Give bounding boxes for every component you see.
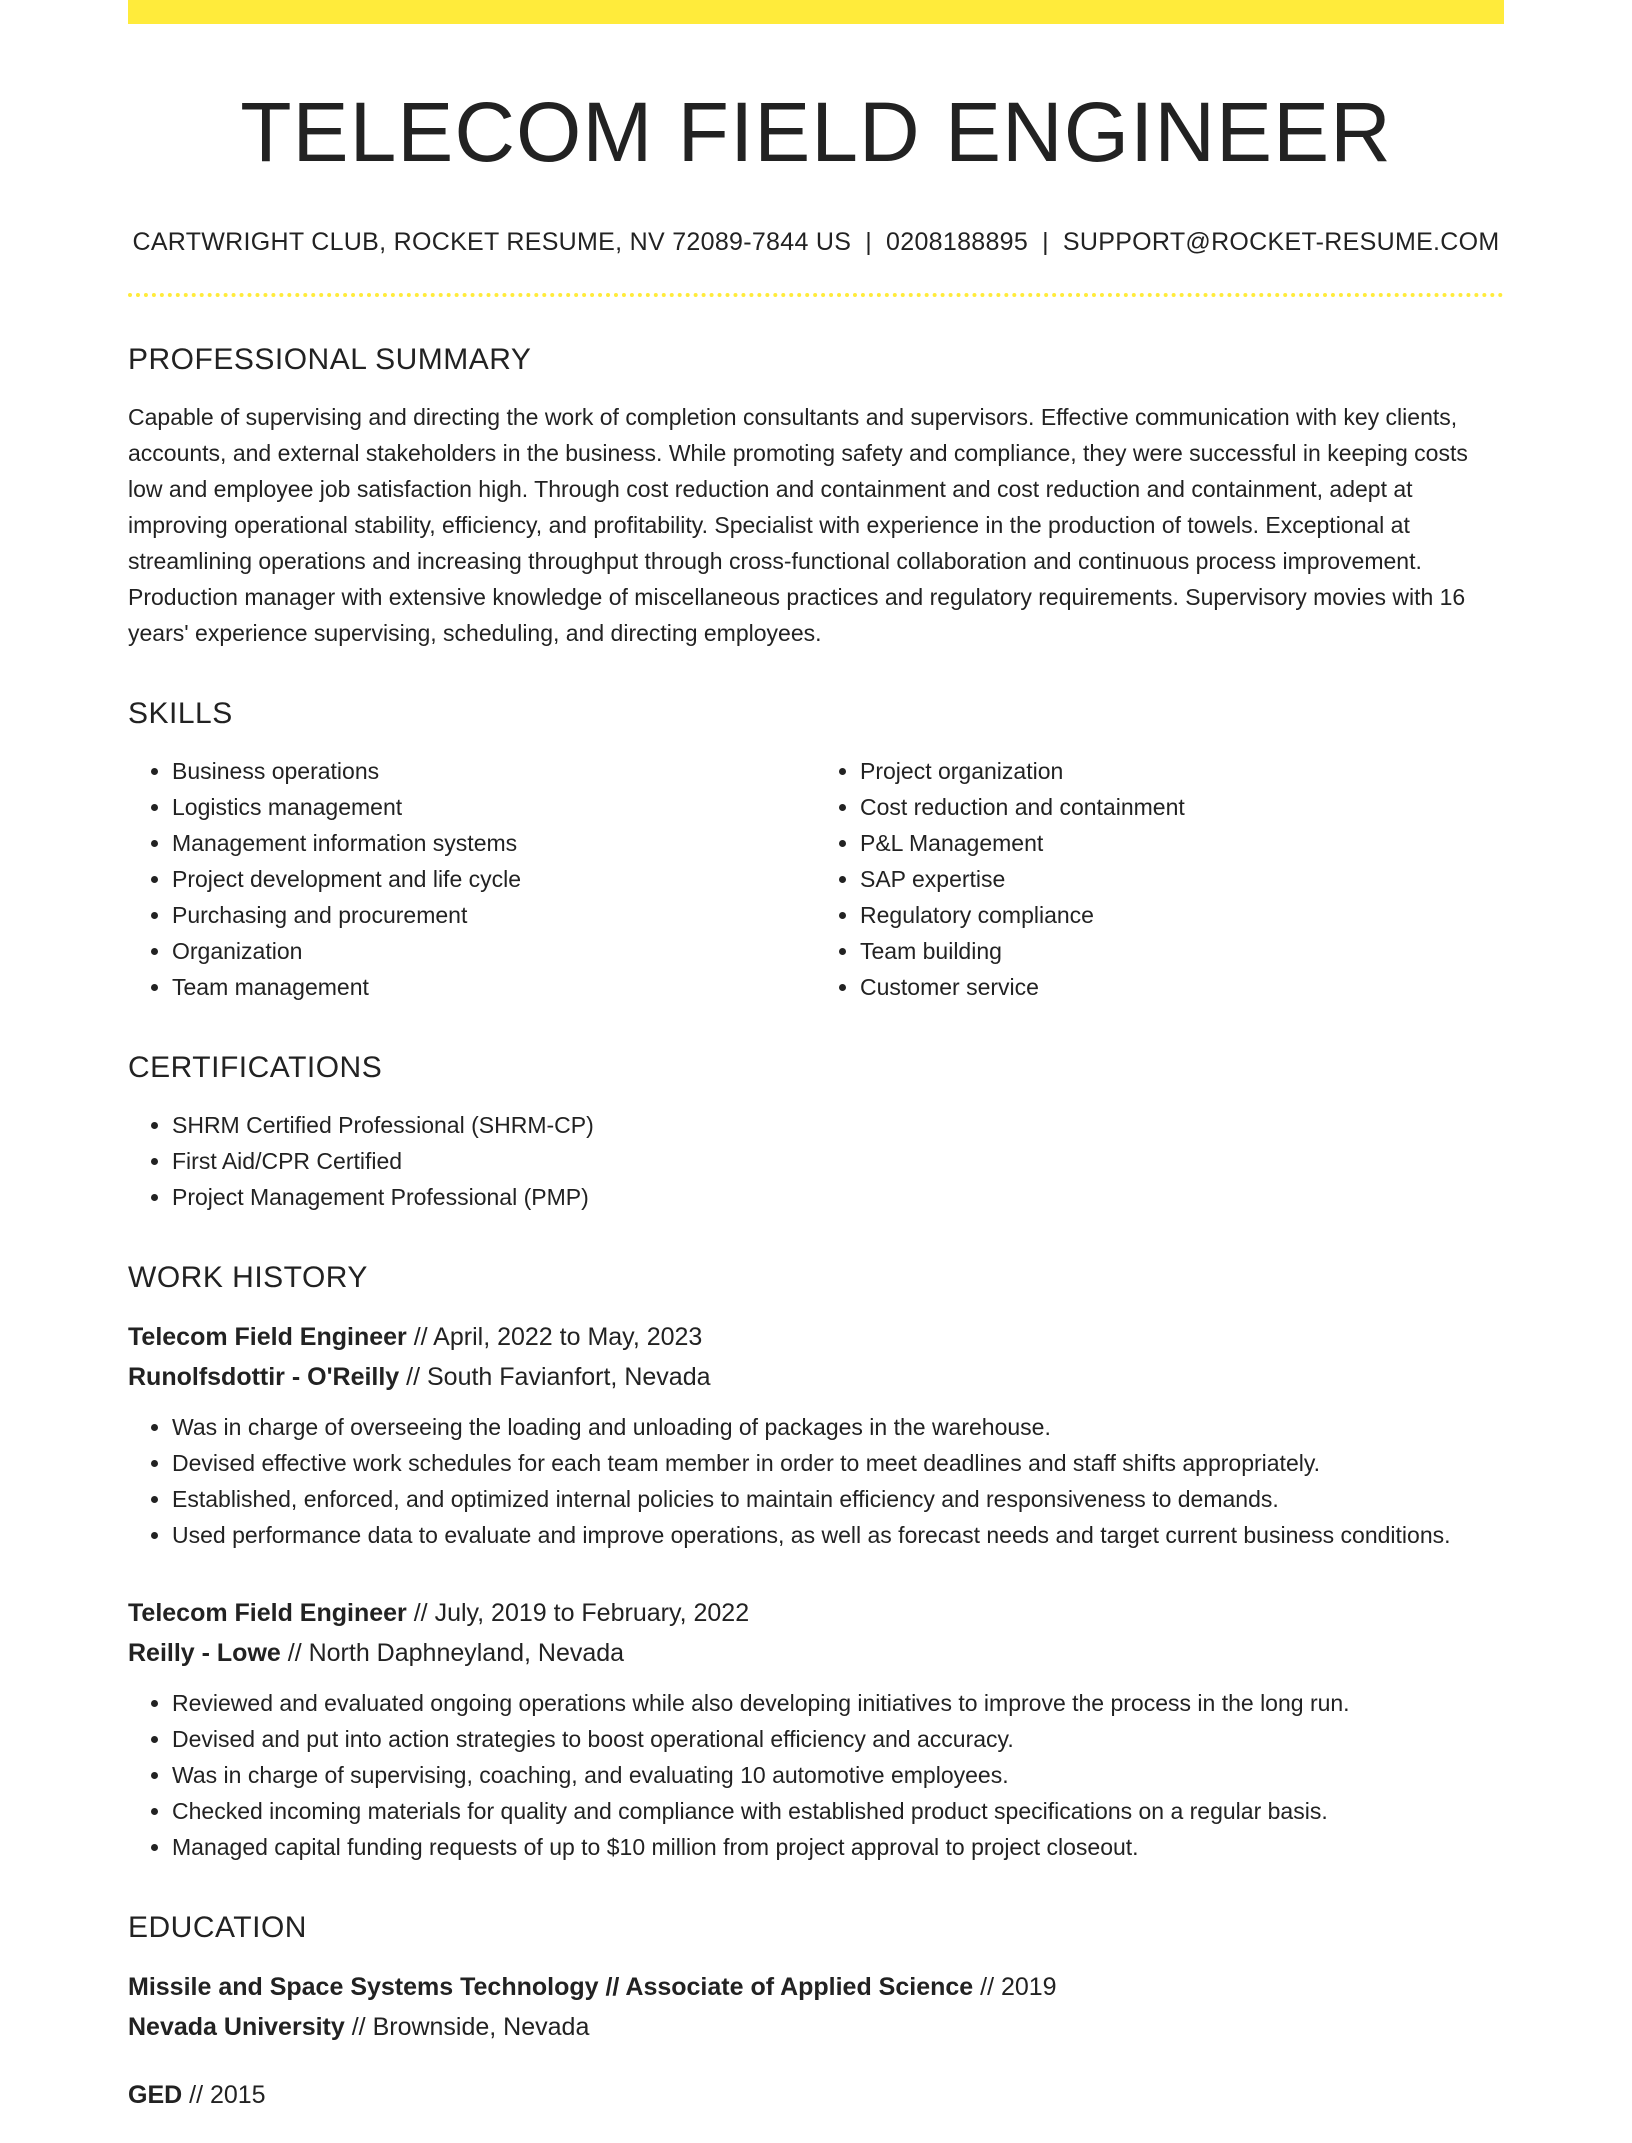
contact-separator: | [865, 228, 873, 257]
skills-heading: SKILLS [128, 697, 233, 731]
job-company-line [128, 1633, 1504, 1673]
job-company: Reilly - Lowe [128, 1639, 281, 1668]
job-bullet: • Reviewed and evaluated ongoing operations while also developing initiatives to improve the process in the long run. [172, 1685, 1504, 1721]
education-degree: GED [128, 2081, 183, 2110]
job-location: // South Favianfort, Nevada [399, 1363, 711, 1392]
contact-email: SUPPORT@ROCKET-RESUME.COM [1062, 228, 1500, 257]
certification-item: • First Aid/CPR Certified [172, 1143, 1504, 1179]
job-bullet: • Was in charge of supervising, coaching, and evaluating 10 automotive employees. [172, 1757, 1504, 1793]
job-bullet: • Devised and put into action strategies to boost operational efficiency and accuracy. [172, 1721, 1504, 1757]
skill-item: • Regulatory compliance [860, 897, 1504, 933]
skills-grid [128, 753, 1504, 1005]
skill-item: • SAP expertise [860, 861, 1504, 897]
skills-list-left [128, 753, 816, 1005]
job-bullet: • Checked incoming materials for quality and compliance with established product specifications on a regular basis. [172, 1793, 1504, 1829]
skill-item: • Project organization [860, 753, 1504, 789]
job-entry [128, 1317, 1504, 1553]
certifications-list [128, 1107, 1504, 1215]
skill-item: • Management information systems [172, 825, 816, 861]
job-bullet: • Established, enforced, and optimized internal policies to maintain efficiency and responsiveness to demands. [172, 1481, 1504, 1517]
job-company: Runolfsdottir - O'Reilly [128, 1363, 400, 1392]
job-bullet: • Used performance data to evaluate and improve operations, as well as forecast needs and target current business conditions. [172, 1517, 1504, 1553]
job-bullet: • Managed capital funding requests of up to $10 million from project approval to project closeout. [172, 1829, 1504, 1865]
education-entry [128, 2075, 1504, 2115]
contact-line [128, 228, 1504, 257]
summary-text: Capable of supervising and directing the work of completion consultants and supervisors. Effective communication with key clients, accounts, and external stakeholders in the business. While promoting safety and compliance, they were successful in keeping costs low and employee job satisfaction high. Through cost reduction and containment and cost reduction and containment, adept at improving operational stability, efficiency, and profitability. Specialist with experience in the production of towels. Exceptional at streamlining operations and increasing throughput through cross-functional collaboration and continuous process improvement. Production manager with extensive knowledge of miscellaneous practices and regulatory requirements. Supervisory movies with 16 years' experience supervising, scheduling, and directing employees. [128, 404, 1468, 647]
job-title: Telecom Field Engineer [128, 1323, 407, 1352]
certifications-heading: CERTIFICATIONS [128, 1051, 383, 1085]
job-bullets [128, 1685, 1504, 1865]
job-company-line [128, 1357, 1504, 1397]
skill-item: • Logistics management [172, 789, 816, 825]
education-location: // Brownside, Nevada [344, 2013, 590, 2042]
job-bullets [128, 1409, 1504, 1553]
job-dates: // April, 2022 to May, 2023 [406, 1323, 703, 1352]
education-degree-line [128, 2075, 1504, 2115]
resume-title: TELECOM FIELD ENGINEER [240, 85, 1392, 179]
education-year: // 2019 [973, 1973, 1057, 2002]
skill-item: • Customer service [860, 969, 1504, 1005]
education-degree-line [128, 1967, 1504, 2007]
job-title: Telecom Field Engineer [128, 1599, 407, 1628]
education-year: // 2015 [182, 2081, 266, 2110]
job-bullet: • Was in charge of overseeing the loading and unloading of packages in the warehouse. [172, 1409, 1504, 1445]
job-entry [128, 1593, 1504, 1865]
job-bullet: • Devised effective work schedules for each team member in order to meet deadlines and staff shifts appropriately. [172, 1445, 1504, 1481]
education-heading: EDUCATION [128, 1911, 307, 1945]
skill-item: • Team building [860, 933, 1504, 969]
job-title-line [128, 1593, 1504, 1633]
education-school: Nevada University [128, 2013, 345, 2042]
contact-separator: | [1042, 228, 1049, 257]
education-entry [128, 1967, 1504, 2047]
skill-item: • Organization [172, 933, 816, 969]
top-accent-bar [128, 0, 1504, 24]
certification-item: • SHRM Certified Professional (SHRM-CP) [172, 1107, 1504, 1143]
skill-item: • Project development and life cycle [172, 861, 816, 897]
work-history-heading: WORK HISTORY [128, 1261, 368, 1295]
skills-list-right [816, 753, 1504, 1005]
skill-item: • Team management [172, 969, 816, 1005]
job-location: // North Daphneyland, Nevada [280, 1639, 625, 1668]
education-school-line [128, 2007, 1504, 2047]
education-degree: Missile and Space Systems Technology // Associate of Applied Science [128, 1973, 974, 2002]
contact-phone: 0208188895 [886, 228, 1029, 257]
skill-item: • P&L Management [860, 825, 1504, 861]
skill-item: • Purchasing and procurement [172, 897, 816, 933]
dotted-divider [128, 293, 1504, 297]
summary-heading: PROFESSIONAL SUMMARY [128, 343, 532, 377]
skill-item: • Cost reduction and containment [860, 789, 1504, 825]
job-dates: // July, 2019 to February, 2022 [406, 1599, 750, 1628]
job-title-line [128, 1317, 1504, 1357]
resume-page [128, 0, 1504, 2143]
contact-address: CARTWRIGHT CLUB, ROCKET RESUME, NV 72089-7844 US [132, 228, 852, 257]
skill-item: • Business operations [172, 753, 816, 789]
certification-item: • Project Management Professional (PMP) [172, 1179, 1504, 1215]
